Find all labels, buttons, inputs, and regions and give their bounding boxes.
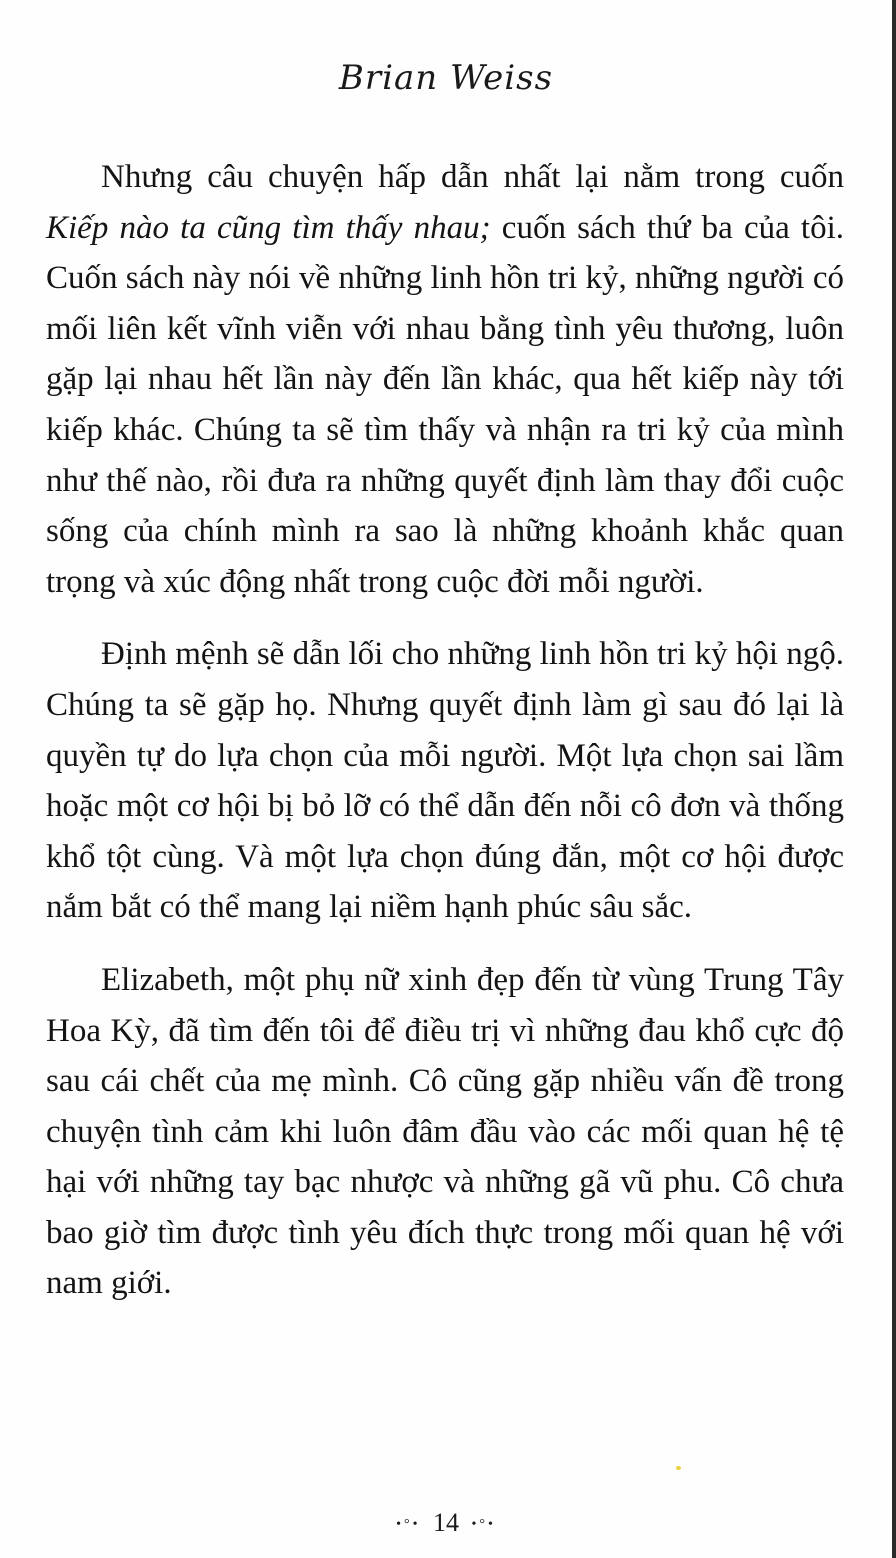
paragraph-2: Định mệnh sẽ dẫn lối cho những linh hồn tri kỷ hội ngộ. Chúng ta sẽ gặp họ. Nhưng quyết định làm gì sau đó lại là quyền tự do lựa chọn của mỗi người. Một lựa chọn sai lầm hoặc một cơ hội bị bỏ lỡ có thể dẫn đến nỗi cô đơn và thống khổ tột cùng. Và một lựa chọn đúng đắn, một cơ hội được nắm bắt có thể mang lại niềm hạnh phúc sâu sắc. [46, 636, 844, 926]
body-text [46, 152, 844, 1331]
running-header-author: Brian Weiss [338, 58, 554, 98]
page-number: 14 [433, 1508, 459, 1537]
footer-ornament-left: •°• [396, 1517, 421, 1533]
book-title-italic: Kiếp nào ta cũng tìm thấy nhau; [46, 209, 491, 246]
paragraph-1-text-start: Nhưng câu chuyện hấp dẫn nhất lại nằm trong cuốn [101, 159, 844, 195]
ink-speck [676, 1466, 681, 1470]
paragraph-3: Elizabeth, một phụ nữ xinh đẹp đến từ vùng Trung Tây Hoa Kỳ, đã tìm đến tôi để điều trị vì những đau khổ cực độ sau cái chết của mẹ mình. Cô cũng gặp nhiều vấn đề trong chuyện tình cảm khi luôn đâm đầu vào các mối quan hệ tệ hại với những tay bạc nhược và những gã vũ phu. Cô chưa bao giờ tìm được tình yêu đích thực trong mối quan hệ với nam giới. [46, 961, 844, 1302]
paragraph-1-text-end: cuốn sách thứ ba của tôi. Cuốn sách này nói về những linh hồn tri kỷ, những người có mối liên kết vĩnh viễn với nhau bằng tình yêu thương, luôn gặp lại nhau hết lần này đến lần khác, qua hết kiếp này tới kiếp khác. Chúng ta sẽ tìm thấy và nhận ra tri kỷ của mình như thế nào, rồi đưa ra những quyết định làm thay đổi cuộc sống của chính mình ra sao là những khoảnh khắc quan trọng và xúc động nhất trong cuộc đời mỗi người. [46, 209, 844, 600]
footer-ornament-right: •°• [471, 1517, 496, 1533]
paragraph-1 [46, 152, 844, 607]
page-footer [0, 1508, 892, 1538]
